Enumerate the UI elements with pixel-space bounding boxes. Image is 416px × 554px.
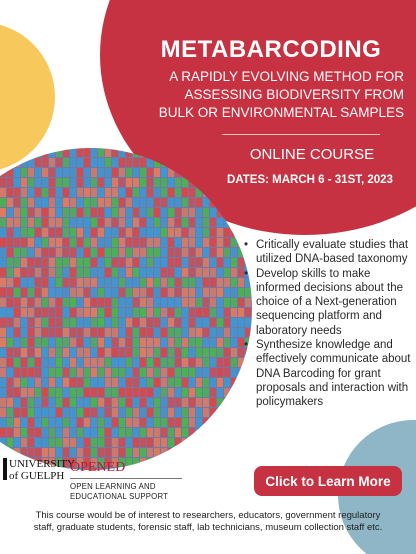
logo-line: UNIVERSITY xyxy=(9,458,75,470)
university-of-guelph-logo xyxy=(3,458,75,482)
opened-tagline xyxy=(70,482,200,502)
benefit-item: • Critically evaluate studies that utilized DNA-based taxonomy xyxy=(244,238,412,267)
logo-line: of GUELPH xyxy=(9,470,65,482)
page-title: METABARCODING xyxy=(160,36,382,63)
course-type: ONLINE COURSE xyxy=(249,146,375,163)
audience-note xyxy=(4,510,412,534)
logo-bar xyxy=(3,458,7,480)
subtitle-line: A RAPIDLY EVOLVING METHOD FOR xyxy=(169,69,404,84)
benefit-item: • Synthesize knowledge and effectively communicate about DNA Barcoding for grant proposals and interaction with policymakers xyxy=(244,338,412,409)
learn-more-button[interactable]: Click to Learn More xyxy=(254,466,402,496)
benefits-list xyxy=(244,238,412,410)
opened-tagline-line: EDUCATIONAL SUPPORT xyxy=(70,492,169,501)
subtitle xyxy=(136,68,404,122)
course-dates: DATES: MARCH 6 - 31ST, 2023 xyxy=(227,174,393,186)
subtitle-line: ASSESSING BIODIVERSITY FROM xyxy=(184,87,404,102)
opened-logo: OPENED xyxy=(70,460,126,475)
audience-note-line: This course would be of interest to researchers, educators, government regulatory xyxy=(35,510,381,521)
logo-text xyxy=(9,458,75,482)
audience-note-line: staff, graduate students, forensic staff, lab technicians, museum collection staff etc. xyxy=(33,522,383,533)
opened-tagline-line: OPEN LEARNING AND xyxy=(70,482,156,491)
benefit-item: • Develop skills to make informed decisions about the choice of a Next-generation sequencing platform and laboratory needs xyxy=(244,267,412,338)
decorative-yellow-circle xyxy=(0,22,55,172)
opened-logo-rule xyxy=(70,478,182,479)
divider xyxy=(222,134,380,135)
subtitle-line: BULK OR ENVIRONMENTAL SAMPLES xyxy=(158,105,404,120)
